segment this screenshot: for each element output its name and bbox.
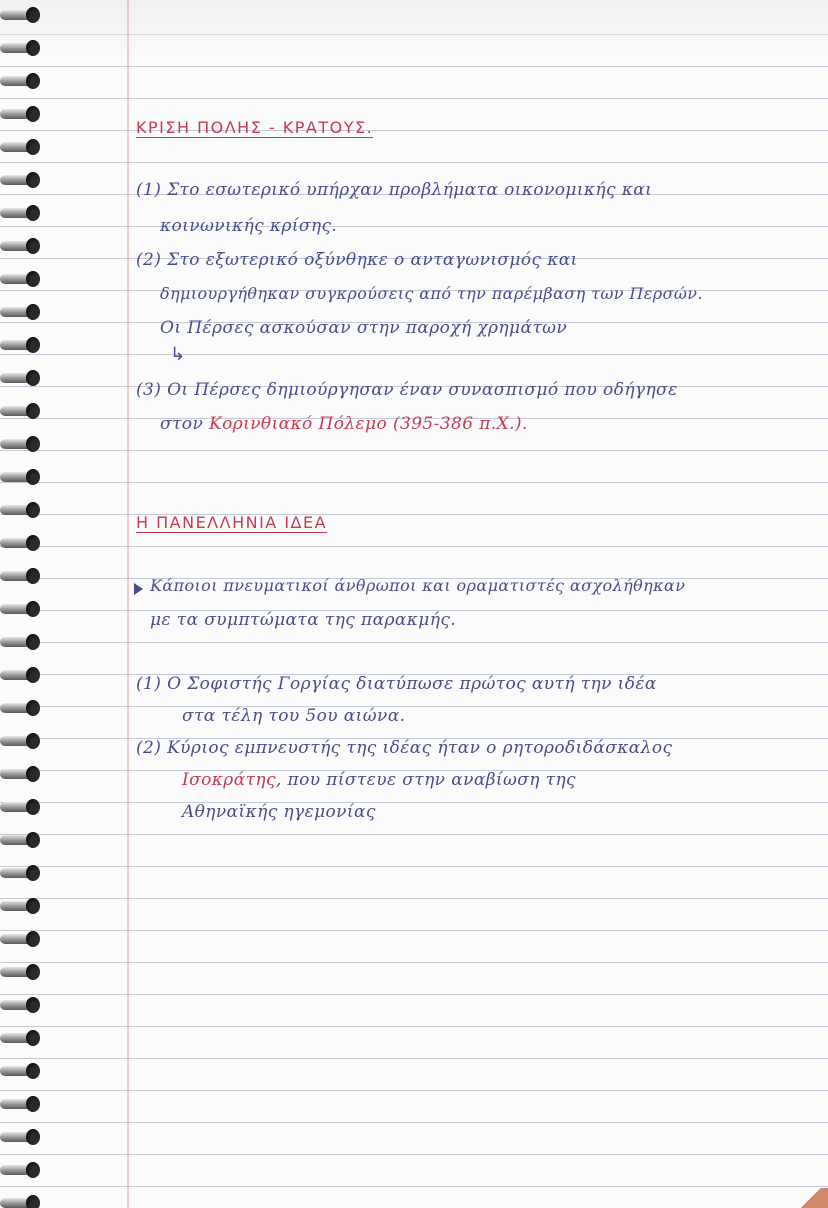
spiral-ring <box>0 928 44 950</box>
panhellenic-bullet-line-2: με τα συμπτώματα της παρακμής. <box>150 610 457 630</box>
crisis-item-2-line-2: δημιουργήθηκαν συγκρούσεις από την παρέμβαση των Περσών. <box>160 284 703 303</box>
spiral-ring <box>0 829 44 851</box>
panhellenic-bullet-line-1: Κάποιοι πνευματικοί άνθρωποι και οραματιστές ασχολήθηκαν <box>150 576 686 595</box>
margin-line <box>127 0 129 1208</box>
spiral-ring <box>0 37 44 59</box>
crisis-item-2-line-3: Οι Πέρσες ασκούσαν στην παροχή χρημάτων <box>160 318 568 338</box>
spiral-ring <box>0 730 44 752</box>
spiral-ring <box>0 4 44 26</box>
spiral-ring <box>0 202 44 224</box>
crisis-item-2-line-1: (2) Στο εξωτερικό οξύνθηκε ο ανταγωνισμός και <box>136 250 578 270</box>
crisis-item-3-line-2 <box>160 414 528 434</box>
panhellenic-item-1-line-2: στα τέλη του 5ου αιώνα. <box>182 706 406 726</box>
spiral-ring <box>0 301 44 323</box>
spiral-ring <box>0 367 44 389</box>
crisis-item-1-line-1: (1) Στο εσωτερικό υπήρχαν προβλήματα οικονομικής και <box>136 180 653 200</box>
section-heading-panhellenic: Η ΠΑΝΕΛΛΗΝΙΑ ΙΔΕΑ <box>136 513 328 532</box>
spiral-ring <box>0 862 44 884</box>
spiral-ring <box>0 400 44 422</box>
spiral-ring <box>0 70 44 92</box>
spiral-ring <box>0 499 44 521</box>
bullet-icon <box>134 583 143 595</box>
panhellenic-item-1-line-1: (1) Ο Σοφιστής Γοργίας διατύπωσε πρώτος αυτή την ιδέα <box>136 674 657 694</box>
spiral-ring <box>0 235 44 257</box>
spiral-ring <box>0 532 44 554</box>
spiral-ring <box>0 433 44 455</box>
spiral-ring <box>0 994 44 1016</box>
spiral-ring <box>0 103 44 125</box>
panhellenic-item-2-rest: , που πίστευε στην αναβίωση της <box>275 770 576 790</box>
section-heading-crisis: ΚΡΙΣΗ ΠΟΛΗΣ - ΚΡΑΤΟΥΣ. <box>136 118 374 137</box>
spiral-ring <box>0 1126 44 1148</box>
spiral-ring <box>0 1159 44 1181</box>
crisis-item-3-prefix: στον <box>160 414 204 434</box>
spiral-ring <box>0 763 44 785</box>
spiral-ring <box>0 598 44 620</box>
spiral-ring <box>0 565 44 587</box>
spiral-ring <box>0 1093 44 1115</box>
isocrates-name: Ισοκράτης <box>182 770 276 790</box>
spiral-ring <box>0 136 44 158</box>
page-shadow <box>0 0 828 60</box>
spiral-ring <box>0 664 44 686</box>
spiral-ring <box>0 895 44 917</box>
panhellenic-item-2-line-3: Αθηναϊκής ηγεμονίας <box>182 802 376 822</box>
spiral-ring <box>0 268 44 290</box>
spiral-ring <box>0 334 44 356</box>
page-corner <box>794 1188 828 1208</box>
panhellenic-item-2-line-1: (2) Κύριος εμπνευστής της ιδέας ήταν ο ρητοροδιδάσκαλος <box>136 738 673 758</box>
crisis-item-3-line-1: (3) Οι Πέρσες δημιούργησαν έναν συνασπισμό που οδήγησε <box>136 380 678 400</box>
crisis-item-1-line-2: κοινωνικής κρίσης. <box>160 216 338 236</box>
spiral-ring <box>0 697 44 719</box>
spiral-ring <box>0 631 44 653</box>
spiral-ring <box>0 796 44 818</box>
corinthian-war-text: Κορινθιακό Πόλεμο (395-386 π.Χ.). <box>209 414 528 434</box>
spiral-ring <box>0 1192 44 1208</box>
arrow-icon: ↳ <box>170 344 186 365</box>
spiral-ring <box>0 169 44 191</box>
spiral-ring <box>0 466 44 488</box>
spiral-ring <box>0 961 44 983</box>
spiral-ring <box>0 1060 44 1082</box>
spiral-binding <box>0 0 46 1208</box>
spiral-ring <box>0 1027 44 1049</box>
panhellenic-item-2-line-2 <box>182 770 576 790</box>
